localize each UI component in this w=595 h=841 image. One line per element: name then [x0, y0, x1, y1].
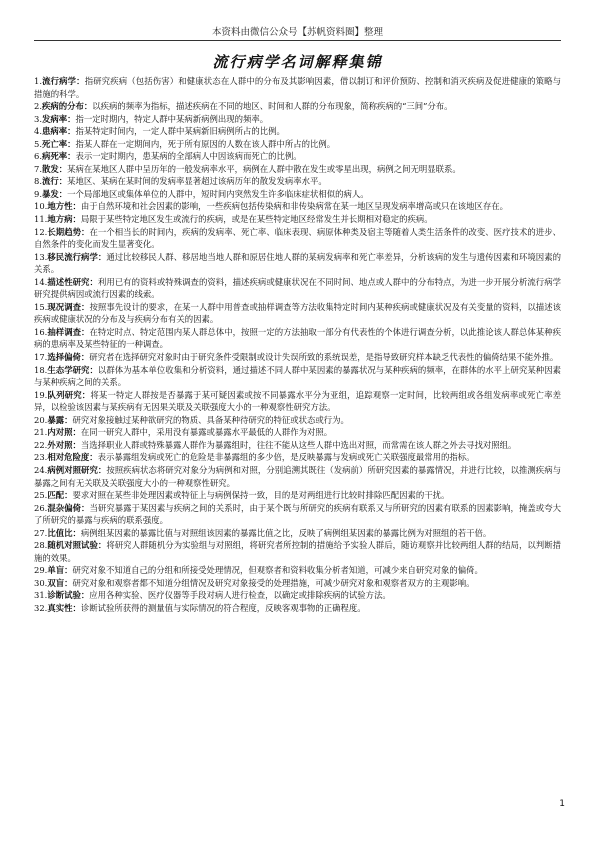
entry-definition: 将某一特定人群按是否暴露于某可疑因素或按不同暴露水平分为亚组，追踪观察一定时间，比较两组或各组发病率或死亡率差异，以检验该因素与某疾病有无因果关联及关联强度大小的一种观察性研究方法。: [34, 389, 562, 413]
entry-definition: 按照事先设计的要求，在某一人群中用普查或抽样调查等方法收集特定时间内某种疾病或健康状况及有关变量的资料，以描述该疾病或健康状况的分布及与疾病分布有关的因素。: [34, 301, 562, 325]
glossary-entry: [34, 200, 561, 213]
entry-number: 32.: [34, 602, 48, 613]
entry-definition: 在一个相当长的时间内，疾病的发病率、死亡率、临床表现、病原体种类及宿主等随着人类生活条件的改变、医疗技术的进步、自然条件的变化而发生显著变化。: [34, 226, 562, 250]
entry-number: 25.: [34, 490, 48, 501]
glossary-entry: [34, 276, 561, 301]
glossary-entry: [34, 589, 561, 602]
entry-number: 17.: [34, 352, 48, 363]
glossary-entry: [34, 539, 561, 564]
entry-definition: 将研究人群随机分为实验组与对照组，将研究者所控制的措施给予实验人群后，随访观察并比较两组人群的结局，以判断措施的效果。: [34, 540, 562, 563]
entry-term: 病死率：: [42, 151, 76, 162]
glossary-entry: [34, 351, 561, 364]
entry-definition: 以疾病的频率为指标，描述疾病在不同的地区、时间和人群的分布现象，简称疾病的“三间”分布。: [92, 101, 453, 112]
glossary-entry: [34, 489, 561, 502]
glossary-entry: [34, 414, 561, 427]
entry-term: 外对照：: [47, 439, 81, 450]
entry-term: 真实性：: [47, 602, 81, 613]
entry-number: 3.: [34, 113, 42, 124]
entry-number: 23.: [34, 452, 48, 463]
entry-definition: 要求对照在某些非处理因素或特征上与病例保持一致，目的是对两组进行比较时排除匹配因素的干扰。: [72, 490, 450, 501]
glossary-entry: [34, 577, 561, 590]
entry-number: 10.: [34, 201, 48, 212]
entry-definition: 某地区、某病在某时间的发病率显著超过该病历年的散发发病率水平。: [67, 176, 327, 187]
entry-definition: 诊断试验所获得的测量值与实际情况的符合程度，反映客观事物的正确程度。: [80, 602, 366, 613]
entry-number: 6.: [34, 151, 42, 162]
entry-definition: 当研究暴露于某因素与疾病之间的关系时，由于某个既与所研究的疾病有联系又与所研究的因素有联系的因素影响，掩盖或夸大了所研究的暴露与疾病的联系强度。: [34, 502, 562, 526]
entry-term: 单盲：: [47, 565, 73, 576]
entry-number: 15.: [34, 301, 48, 312]
entry-term: 患病率：: [42, 126, 76, 137]
entry-number: 16.: [34, 326, 48, 337]
entry-term: 描述性研究：: [47, 276, 98, 287]
entry-term: 诊断试验：: [47, 590, 90, 601]
glossary-entry: [34, 188, 561, 201]
glossary-entry: [34, 464, 561, 489]
glossary-entry: [34, 213, 561, 226]
entry-definition: 以群体为基本单位收集和分析资料，通过描述不同人群中某因素的暴露状况与某种疾病的频率，在群体的水平上研究某种因素与某种疾病之间的关系。: [34, 364, 562, 388]
entry-definition: 研究者在选择研究对象时由于研究条件受限制或设计失误所致的系统误差，是指导致研究样本缺乏代表性的偏倚结果不能外推。: [89, 352, 559, 363]
entry-definition: 当选择职业人群或特殊暴露人群作为暴露组时，往往不能从这些人群中选出对照，而常需在该人群之外去寻找对照组。: [80, 439, 517, 450]
entry-term: 抽样调查：: [47, 326, 90, 337]
entry-term: 选择偏倚：: [47, 352, 90, 363]
entry-number: 4.: [34, 126, 42, 137]
entry-definition: 某病在某地区人群中呈历年的一般发病率水平，病例在人群中散在发生或零星出现，病例之间无明显联系。: [67, 163, 461, 174]
glossary-entry: [34, 138, 561, 151]
entry-definition: 表示一定时期内，患某病的全部病人中因该病而死亡的比例。: [75, 151, 302, 162]
entry-term: 暴发：: [42, 188, 68, 199]
glossary-entry: [34, 426, 561, 439]
glossary-entry: [34, 502, 561, 527]
glossary-entry: [34, 251, 561, 276]
glossary-entry: [34, 451, 561, 464]
entry-number: 7.: [34, 163, 42, 174]
page-number: 1: [559, 799, 565, 809]
entry-number: 20.: [34, 414, 48, 425]
entry-definition: 指一定时期内，特定人群中某病新病例出现的频率。: [75, 113, 269, 124]
entry-definition: 通过比较移民人群、移居地当地人群和原居住地人群的某病发病率和死亡率差异，分析该病的发生与遗传因素和环境因素的关系。: [34, 251, 562, 275]
entry-term: 混杂偏倚：: [47, 502, 90, 513]
entry-term: 疾病的分布：: [42, 101, 93, 112]
entry-number: 24.: [34, 464, 48, 475]
entry-term: 长期趋势：: [47, 226, 90, 237]
entry-term: 匹配：: [47, 490, 73, 501]
entry-number: 28.: [34, 540, 48, 551]
entry-definition: 指某人群在一定期间内，死于所有原因的人数在该人群中所占的比例。: [75, 138, 336, 149]
document-title: 流行病学名词解释集锦: [212, 53, 383, 71]
glossary-entry: [34, 301, 561, 326]
entry-term: 比值比：: [47, 527, 81, 538]
entry-term: 病例对照研究：: [47, 464, 107, 475]
entry-definition: 由于自然环境和社会因素的影响，一些疾病包括传染病和非传染病常在某一地区呈现发病率增高或只在该地区存在。: [80, 201, 508, 212]
entry-term: 随机对照试验：: [47, 540, 107, 551]
glossary-entry: [34, 100, 561, 113]
entry-definition: 指某特定时间内，一定人群中某病新旧病例所占的比例。: [75, 126, 285, 137]
entry-definition: 按照疾病状态将研究对象分为病例和对照，分别追溯其既往（发病前）所研究因素的暴露情况，并进行比较，以推测疾病与暴露之间有无关联及关联强度大小的一种观察性研究。: [34, 464, 562, 488]
entry-definition: 一个局部地区或集体单位的人群中，短时间内突然发生许多临床症状相似的病人。: [67, 188, 369, 199]
entry-definition: 研究对象和观察者都不知道分组情况及研究对象接受的处理措施，可减少研究对象和观察者双方的主观影响。: [72, 577, 475, 588]
entry-term: 地方性：: [47, 201, 81, 212]
entry-number: 1.: [34, 76, 42, 86]
glossary-entry: [34, 564, 561, 577]
entry-definition: 表示暴露组发病或死亡的危险是非暴露组的多少倍，是反映暴露与发病或死亡关联强度最常用的指标。: [97, 452, 475, 463]
entry-number: 11.: [34, 214, 48, 225]
entry-number: 13.: [34, 251, 48, 262]
entry-number: 30.: [34, 577, 48, 588]
glossary-entry: [34, 364, 561, 389]
entry-term: 流行病学：: [42, 76, 85, 86]
page-header: 本资料由微信公众号【苏帆资料圈】整理: [211, 27, 383, 38]
entry-definition: 局限于某些特定地区发生或流行的疾病，或是在某些特定地区经常发生并长期相对稳定的疾病。: [80, 214, 433, 225]
glossary-entry: [34, 389, 561, 414]
entry-number: 31.: [34, 590, 48, 601]
entry-term: 散发：: [42, 163, 68, 174]
entry-term: 队列研究：: [47, 389, 91, 400]
entry-definition: 研究对象接触过某种欲研究的物质、具备某种待研究的特征或状态或行为。: [72, 414, 349, 425]
entry-definition: 应用各种实验、医疗仪器等手段对病人进行检查，以确定或排除疾病的试验方法。: [89, 590, 391, 601]
entry-term: 移民流行病学：: [47, 251, 107, 262]
entry-number: 18.: [34, 364, 48, 375]
entry-definition: 在特定时点、特定范围内某人群总体中，按照一定的方法抽取一部分有代表性的个体进行调查分析，以此推论该人群总体某种疾病的患病率及某些特征的一种调查。: [34, 326, 562, 350]
entry-term: 暴露：: [47, 414, 73, 425]
entry-term: 流行：: [42, 176, 68, 187]
glossary-entry: [34, 326, 561, 351]
entry-term: 地方病：: [47, 214, 81, 225]
entry-number: 19.: [34, 389, 48, 400]
entry-number: 14.: [34, 276, 48, 287]
entry-number: 26.: [34, 502, 48, 513]
entry-term: 发病率：: [42, 113, 76, 124]
entry-number: 22.: [34, 439, 48, 450]
entry-definition: 病例组某因素的暴露比值与对照组该因素的暴露比值之比，反映了病例组某因素的暴露比例为对照组的若干倍。: [80, 527, 492, 538]
entry-definition: 在同一研究人群中，采用没有暴露或暴露水平最低的人群作为对照。: [80, 427, 333, 438]
entry-definition: 利用已有的资料或特殊调查的资料，描述疾病或健康状况在不同时间、地点或人群中的分布特点，为进一步开展分析流行病学研究提供病因或流行因素的线索。: [34, 276, 562, 300]
entry-number: 8.: [34, 176, 42, 187]
entry-number: 12.: [34, 226, 48, 237]
glossary-entry: [34, 439, 561, 452]
header-rule: [34, 40, 561, 41]
entry-term: 双盲：: [47, 577, 73, 588]
entry-term: 死亡率：: [42, 138, 76, 149]
entry-term: 内对照：: [47, 427, 81, 438]
glossary-entry: [34, 125, 561, 138]
entry-term: 相对危险度：: [47, 452, 98, 463]
glossary-entry: [34, 226, 561, 251]
entry-number: 27.: [34, 527, 48, 538]
glossary-entry: [34, 175, 561, 188]
glossary-entry: [34, 527, 561, 540]
entry-number: 29.: [34, 565, 48, 576]
glossary-entry: [34, 602, 561, 615]
entry-definition: 指研究疾病（包括伤害）和健康状态在人群中的分布及其影响因素，借以制订和评价预防、控制和消灭疾病及促进健康的策略与措施的科学。: [34, 76, 562, 99]
glossary-entry: [34, 150, 561, 163]
entry-number: 21.: [34, 427, 48, 438]
entry-number: 5.: [34, 138, 42, 149]
entry-number: 2.: [34, 101, 42, 112]
glossary-entry: [34, 75, 561, 100]
glossary-entry: [34, 113, 561, 126]
entry-number: 9.: [34, 188, 42, 199]
glossary-entry: [34, 163, 561, 176]
entry-term: 生态学研究：: [47, 364, 98, 375]
glossary-list: [34, 75, 561, 615]
entry-definition: 研究对象不知道自己的分组和所接受处理情况，但观察者和资料收集分析者知道，可减少来自研究对象的偏倚。: [72, 565, 483, 576]
entry-term: 现况调查：: [47, 301, 90, 312]
